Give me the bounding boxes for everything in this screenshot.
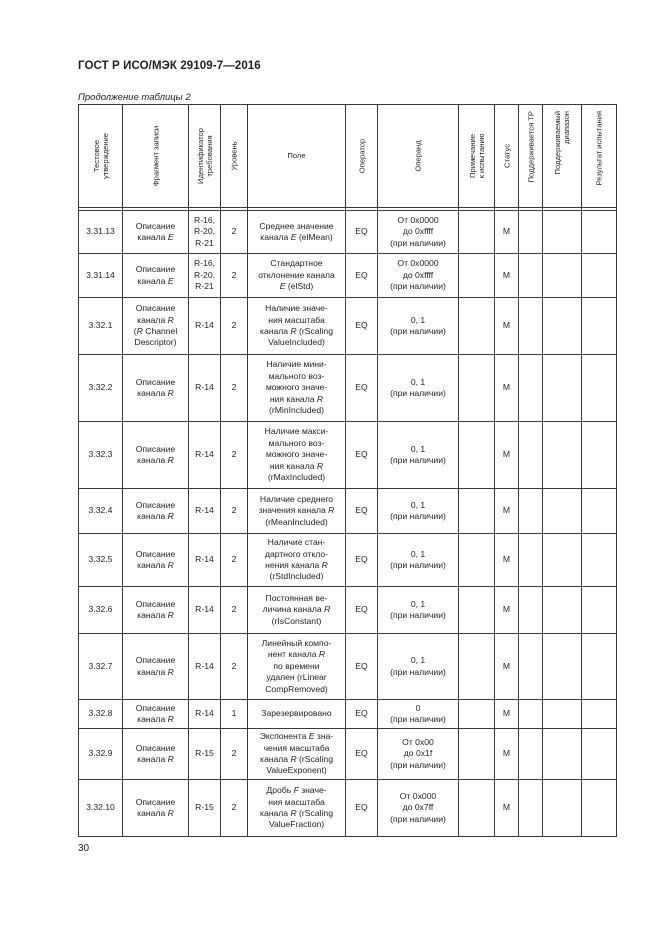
- cell-field: [248, 729, 346, 780]
- cell-operand: [378, 700, 459, 729]
- header-test-note: [459, 105, 495, 208]
- cell-requirement-id: [189, 211, 221, 254]
- cell-test-assertion: [79, 355, 123, 422]
- page-number: 30: [78, 843, 90, 854]
- header-test-assertion: [79, 105, 123, 208]
- cell-operator-text: EQ: [355, 382, 368, 393]
- cell-field: [248, 587, 346, 634]
- cell-operand-text: 0, 1 (при наличии): [390, 548, 446, 570]
- cell-operator-text: EQ: [355, 269, 368, 280]
- cell-requirement-id-text: R-16, R-20, R-21: [193, 258, 215, 292]
- cell-supported-range: [543, 587, 582, 634]
- cell-operand-text: 0 (при наличии): [390, 702, 446, 724]
- cell-test-note: [459, 254, 495, 298]
- header-operator: [346, 105, 378, 208]
- cell-level-text: 2: [231, 554, 237, 565]
- table-row: [79, 298, 617, 355]
- cell-operand-text: 0, 1 (при наличии): [390, 443, 446, 465]
- cell-operand-text: 0, 1 (при наличии): [390, 314, 446, 336]
- cell-operand-text: 0, 1 (при наличии): [390, 376, 446, 398]
- cell-requirement-id-text: R-15: [195, 748, 214, 759]
- cell-test-assertion: [79, 700, 123, 729]
- cell-operator: [346, 298, 378, 355]
- cell-supported-tp: [519, 211, 543, 254]
- cell-requirement-id-text: R-15: [195, 802, 214, 813]
- cell-operator: [346, 355, 378, 422]
- cell-test-note: [459, 587, 495, 634]
- cell-level-text: 2: [231, 269, 237, 280]
- cell-status: [495, 780, 519, 837]
- header-status-label: Статус: [501, 143, 511, 169]
- cell-test-result: [582, 422, 617, 489]
- cell-record-fragment: [123, 534, 189, 587]
- cell-requirement-id-text: R-14: [195, 320, 214, 331]
- cell-test-assertion: [79, 211, 123, 254]
- cell-operand: [378, 729, 459, 780]
- cell-operator-text: EQ: [355, 708, 368, 719]
- table-row: [79, 587, 617, 634]
- header-level: [221, 105, 248, 208]
- cell-level: [221, 254, 248, 298]
- cell-operator: [346, 211, 378, 254]
- cell-requirement-id: [189, 422, 221, 489]
- cell-supported-tp: [519, 729, 543, 780]
- cell-requirement-id: [189, 700, 221, 729]
- cell-record-fragment-text: Описание канала R: [135, 443, 176, 465]
- cell-status: [495, 700, 519, 729]
- header-operand: [378, 105, 459, 208]
- cell-record-fragment-text: Описание канала E: [135, 220, 176, 242]
- cell-test-assertion-text: 3.32.1: [88, 320, 113, 331]
- cell-test-assertion: [79, 254, 123, 298]
- cell-test-result: [582, 634, 617, 700]
- cell-operator-text: EQ: [355, 505, 368, 516]
- cell-field-text: Наличие значе- ния масштаба канала R (rScaling ValueIncluded): [260, 303, 333, 348]
- cell-field: [248, 211, 346, 254]
- cell-level: [221, 587, 248, 634]
- cell-level: [221, 634, 248, 700]
- cell-operand: [378, 211, 459, 254]
- cell-test-assertion-text: 3.32.8: [88, 708, 113, 719]
- cell-status: [495, 298, 519, 355]
- cell-field: [248, 254, 346, 298]
- cell-level-text: 2: [231, 382, 237, 393]
- table-row: [79, 422, 617, 489]
- table-row: [79, 534, 617, 587]
- table-row: [79, 211, 617, 254]
- cell-record-fragment-text: Описание канала R: [135, 376, 176, 398]
- cell-test-result: [582, 780, 617, 837]
- cell-status: [495, 254, 519, 298]
- cell-test-note: [459, 422, 495, 489]
- table-row: [79, 700, 617, 729]
- cell-test-result: [582, 729, 617, 780]
- cell-operand: [378, 355, 459, 422]
- cell-test-assertion: [79, 489, 123, 534]
- cell-field-text: Постоянная ве- личина канала R (rIsConstant): [262, 592, 331, 626]
- cell-operand: [378, 634, 459, 700]
- cell-status-text: M: [502, 660, 511, 671]
- cell-supported-range: [543, 254, 582, 298]
- cell-operand: [378, 298, 459, 355]
- cell-operator: [346, 254, 378, 298]
- cell-test-assertion-text: 3.32.5: [88, 554, 113, 565]
- cell-record-fragment-text: Описание канала R (R Channel Descriptor): [133, 303, 178, 348]
- cell-operand-text: От 0x0000 до 0xffff (при наличии): [390, 214, 446, 248]
- cell-operator: [346, 634, 378, 700]
- cell-record-fragment-text: Описание канала R: [135, 598, 176, 620]
- cell-field: [248, 422, 346, 489]
- cell-test-assertion: [79, 587, 123, 634]
- table-row: [79, 355, 617, 422]
- cell-status-text: M: [502, 748, 511, 759]
- cell-operand-text: 0, 1 (при наличии): [390, 598, 446, 620]
- cell-status: [495, 422, 519, 489]
- cell-field-text: Зарезервировано: [261, 708, 332, 719]
- cell-supported-tp: [519, 355, 543, 422]
- cell-requirement-id-text: R-14: [195, 382, 214, 393]
- cell-status-text: M: [502, 382, 511, 393]
- header-test-note-label: Примечание к испытанию: [467, 133, 486, 179]
- cell-field-text: Наличие стан- дартного откло- нения канала R (rStdIncluded): [264, 537, 329, 582]
- cell-operator: [346, 422, 378, 489]
- cell-operator-text: EQ: [355, 748, 368, 759]
- cell-requirement-id-text: R-14: [195, 449, 214, 460]
- cell-test-note: [459, 729, 495, 780]
- header-level-label: Уровень: [229, 141, 239, 171]
- cell-supported-tp: [519, 298, 543, 355]
- cell-requirement-id-text: R-16, R-20, R-21: [193, 214, 215, 248]
- cell-operator: [346, 587, 378, 634]
- cell-record-fragment: [123, 298, 189, 355]
- cell-supported-tp: [519, 489, 543, 534]
- cell-operand-text: От 0x00 до 0x1f (при наличии): [390, 736, 446, 770]
- cell-record-fragment: [123, 211, 189, 254]
- cell-test-note: [459, 489, 495, 534]
- cell-field-text: Экспонента E зна- чения масштаба канала R (rScaling ValueExponent): [259, 731, 334, 776]
- cell-operand: [378, 587, 459, 634]
- cell-supported-tp: [519, 587, 543, 634]
- cell-operator-text: EQ: [355, 554, 368, 565]
- cell-level: [221, 780, 248, 837]
- cell-test-result: [582, 489, 617, 534]
- cell-operand-text: 0, 1 (при наличии): [390, 655, 446, 677]
- cell-field: [248, 355, 346, 422]
- cell-operand: [378, 254, 459, 298]
- cell-supported-range: [543, 700, 582, 729]
- cell-test-note: [459, 780, 495, 837]
- header-supported-range: [543, 105, 582, 208]
- table-body: [79, 211, 617, 837]
- test-assertions-table: [78, 104, 617, 837]
- cell-level-text: 2: [231, 226, 237, 237]
- header-supported-tp: [519, 105, 543, 208]
- cell-record-fragment-text: Описание канала R: [135, 499, 176, 521]
- cell-operand-text: 0, 1 (при наличии): [390, 499, 446, 521]
- cell-level: [221, 729, 248, 780]
- cell-operand: [378, 422, 459, 489]
- cell-field-text: Наличие мини- мального воз- можного значе- ния канала R (rMinIncluded): [265, 359, 328, 416]
- cell-status: [495, 587, 519, 634]
- cell-operand-text: От 0x0000 до 0xffff (при наличии): [390, 258, 446, 292]
- cell-test-assertion-text: 3.31.14: [86, 269, 115, 280]
- header-operand-label: Операнд: [413, 140, 423, 172]
- header-test-assertion-label: Тестовое утверждение: [91, 132, 110, 180]
- cell-requirement-id: [189, 780, 221, 837]
- cell-record-fragment-text: Описание канала R: [135, 742, 176, 764]
- cell-status: [495, 729, 519, 780]
- cell-status-text: M: [502, 505, 511, 516]
- cell-requirement-id: [189, 355, 221, 422]
- cell-operator-text: EQ: [355, 660, 368, 671]
- cell-requirement-id: [189, 729, 221, 780]
- header-supported-tp-label: Поддерживается ТР: [525, 111, 535, 183]
- table-row: [79, 254, 617, 298]
- header-field-label: Поле: [287, 151, 306, 161]
- cell-test-assertion: [79, 422, 123, 489]
- cell-field: [248, 780, 346, 837]
- table-row: [79, 489, 617, 534]
- cell-requirement-id: [189, 534, 221, 587]
- cell-requirement-id-text: R-14: [195, 554, 214, 565]
- table-row: [79, 729, 617, 780]
- cell-record-fragment: [123, 634, 189, 700]
- cell-field: [248, 489, 346, 534]
- cell-operator: [346, 489, 378, 534]
- header-record-fragment: [123, 105, 189, 208]
- cell-requirement-id-text: R-14: [195, 708, 214, 719]
- cell-requirement-id: [189, 634, 221, 700]
- cell-supported-range: [543, 634, 582, 700]
- cell-status-text: M: [502, 802, 511, 813]
- cell-status: [495, 489, 519, 534]
- cell-requirement-id: [189, 254, 221, 298]
- cell-field: [248, 534, 346, 587]
- cell-supported-tp: [519, 422, 543, 489]
- cell-requirement-id-text: R-14: [195, 604, 214, 615]
- cell-requirement-id: [189, 587, 221, 634]
- cell-field-text: Наличие макси- мального воз- можного значе- ния канала R (rMaxIncluded): [264, 426, 329, 483]
- header-field: [248, 105, 346, 208]
- cell-status: [495, 211, 519, 254]
- cell-record-fragment: [123, 489, 189, 534]
- cell-test-assertion-text: 3.32.6: [88, 604, 113, 615]
- cell-status: [495, 634, 519, 700]
- cell-operand: [378, 780, 459, 837]
- header-test-result-label: Результат испытания: [594, 111, 604, 186]
- cell-supported-range: [543, 422, 582, 489]
- cell-operator-text: EQ: [355, 802, 368, 813]
- cell-level: [221, 700, 248, 729]
- cell-status-text: M: [502, 226, 511, 237]
- cell-supported-range: [543, 355, 582, 422]
- cell-operator-text: EQ: [355, 320, 368, 331]
- cell-test-note: [459, 634, 495, 700]
- cell-field-text: Среднее значение канала E (elMean): [259, 220, 334, 242]
- cell-supported-tp: [519, 634, 543, 700]
- cell-supported-range: [543, 489, 582, 534]
- cell-level: [221, 534, 248, 587]
- cell-record-fragment-text: Описание канала E: [135, 264, 176, 286]
- cell-record-fragment-text: Описание канала R: [135, 548, 176, 570]
- cell-test-assertion: [79, 534, 123, 587]
- cell-status-text: M: [502, 604, 511, 615]
- cell-requirement-id: [189, 298, 221, 355]
- cell-supported-range: [543, 211, 582, 254]
- cell-record-fragment: [123, 587, 189, 634]
- cell-level-text: 2: [231, 660, 237, 671]
- cell-test-assertion: [79, 780, 123, 837]
- cell-record-fragment: [123, 355, 189, 422]
- cell-test-assertion-text: 3.31.13: [86, 226, 115, 237]
- header-test-result: [582, 105, 617, 208]
- cell-test-assertion-text: 3.32.7: [88, 660, 113, 671]
- cell-operator-text: EQ: [355, 449, 368, 460]
- cell-level-text: 2: [231, 320, 237, 331]
- cell-status-text: M: [502, 269, 511, 280]
- cell-level-text: 1: [231, 708, 237, 719]
- cell-test-assertion: [79, 729, 123, 780]
- header-requirement-id: [189, 105, 221, 208]
- cell-operand-text: От 0x000 до 0x7ff (при наличии): [390, 790, 446, 824]
- header-requirement-id-label: Идентификатор требования: [195, 128, 214, 184]
- cell-level-text: 2: [231, 449, 237, 460]
- cell-record-fragment: [123, 422, 189, 489]
- table-row: [79, 634, 617, 700]
- cell-test-assertion-text: 3.32.2: [88, 382, 113, 393]
- document-title: ГОСТ Р ИСО/МЭК 29109-7—2016: [78, 60, 261, 72]
- cell-field: [248, 298, 346, 355]
- cell-field-text: Линейный компо- нент канала R по времени удален (rLinear CompRemoved): [261, 637, 332, 694]
- cell-test-result: [582, 587, 617, 634]
- cell-status-text: M: [502, 449, 511, 460]
- cell-record-fragment-text: Описание канала R: [135, 655, 176, 677]
- cell-field: [248, 700, 346, 729]
- cell-supported-tp: [519, 780, 543, 837]
- cell-level: [221, 422, 248, 489]
- cell-supported-tp: [519, 254, 543, 298]
- cell-level: [221, 211, 248, 254]
- cell-test-assertion: [79, 298, 123, 355]
- cell-level: [221, 355, 248, 422]
- cell-operator: [346, 534, 378, 587]
- cell-level-text: 2: [231, 604, 237, 615]
- cell-supported-tp: [519, 700, 543, 729]
- cell-test-result: [582, 254, 617, 298]
- cell-test-assertion-text: 3.32.10: [86, 802, 115, 813]
- table-row: [79, 780, 617, 837]
- cell-test-assertion-text: 3.32.3: [88, 449, 113, 460]
- cell-test-assertion: [79, 634, 123, 700]
- cell-operand: [378, 534, 459, 587]
- cell-test-note: [459, 355, 495, 422]
- cell-field-text: Наличие среднего значения канала R (rMeanIncluded): [258, 493, 335, 527]
- cell-test-assertion-text: 3.32.4: [88, 505, 113, 516]
- cell-supported-tp: [519, 534, 543, 587]
- table-header: [79, 105, 617, 211]
- cell-requirement-id-text: R-14: [195, 660, 214, 671]
- cell-test-result: [582, 355, 617, 422]
- cell-record-fragment: [123, 700, 189, 729]
- cell-test-result: [582, 298, 617, 355]
- header-operator-label: Оператор: [356, 138, 366, 174]
- cell-field: [248, 634, 346, 700]
- cell-supported-range: [543, 780, 582, 837]
- cell-test-result: [582, 700, 617, 729]
- cell-field-text: Дробь F значе- ния масштаба канала R (rScaling ValueFraction): [260, 785, 333, 830]
- cell-level: [221, 298, 248, 355]
- cell-status: [495, 355, 519, 422]
- cell-status-text: M: [502, 554, 511, 565]
- cell-field-text: Стандартное отклонение канала E (elStd): [258, 258, 335, 292]
- cell-test-note: [459, 298, 495, 355]
- cell-test-note: [459, 211, 495, 254]
- cell-supported-range: [543, 729, 582, 780]
- cell-test-result: [582, 534, 617, 587]
- cell-level-text: 2: [231, 802, 237, 813]
- cell-test-note: [459, 534, 495, 587]
- cell-operator: [346, 700, 378, 729]
- cell-level-text: 2: [231, 505, 237, 516]
- cell-test-assertion-text: 3.32.9: [88, 748, 113, 759]
- cell-test-result: [582, 211, 617, 254]
- cell-requirement-id-text: R-14: [195, 505, 214, 516]
- cell-requirement-id: [189, 489, 221, 534]
- cell-record-fragment-text: Описание канала R: [135, 796, 176, 818]
- cell-status-text: M: [502, 708, 511, 719]
- cell-level: [221, 489, 248, 534]
- cell-supported-range: [543, 298, 582, 355]
- header-supported-range-label: Поддерживаемый диапазон: [552, 111, 571, 175]
- cell-status: [495, 534, 519, 587]
- cell-test-note: [459, 700, 495, 729]
- cell-operator-text: EQ: [355, 226, 368, 237]
- cell-record-fragment: [123, 729, 189, 780]
- cell-record-fragment-text: Описание канала R: [135, 702, 176, 724]
- cell-record-fragment: [123, 780, 189, 837]
- header-status: [495, 105, 519, 208]
- cell-operator: [346, 729, 378, 780]
- header-record-fragment-label: Фрагмент записи: [150, 125, 160, 187]
- cell-record-fragment: [123, 254, 189, 298]
- cell-operator-text: EQ: [355, 604, 368, 615]
- cell-status-text: M: [502, 320, 511, 331]
- cell-operand: [378, 489, 459, 534]
- cell-supported-range: [543, 534, 582, 587]
- table-caption: Продолжение таблицы 2: [78, 92, 191, 103]
- cell-operator: [346, 780, 378, 837]
- cell-level-text: 2: [231, 748, 237, 759]
